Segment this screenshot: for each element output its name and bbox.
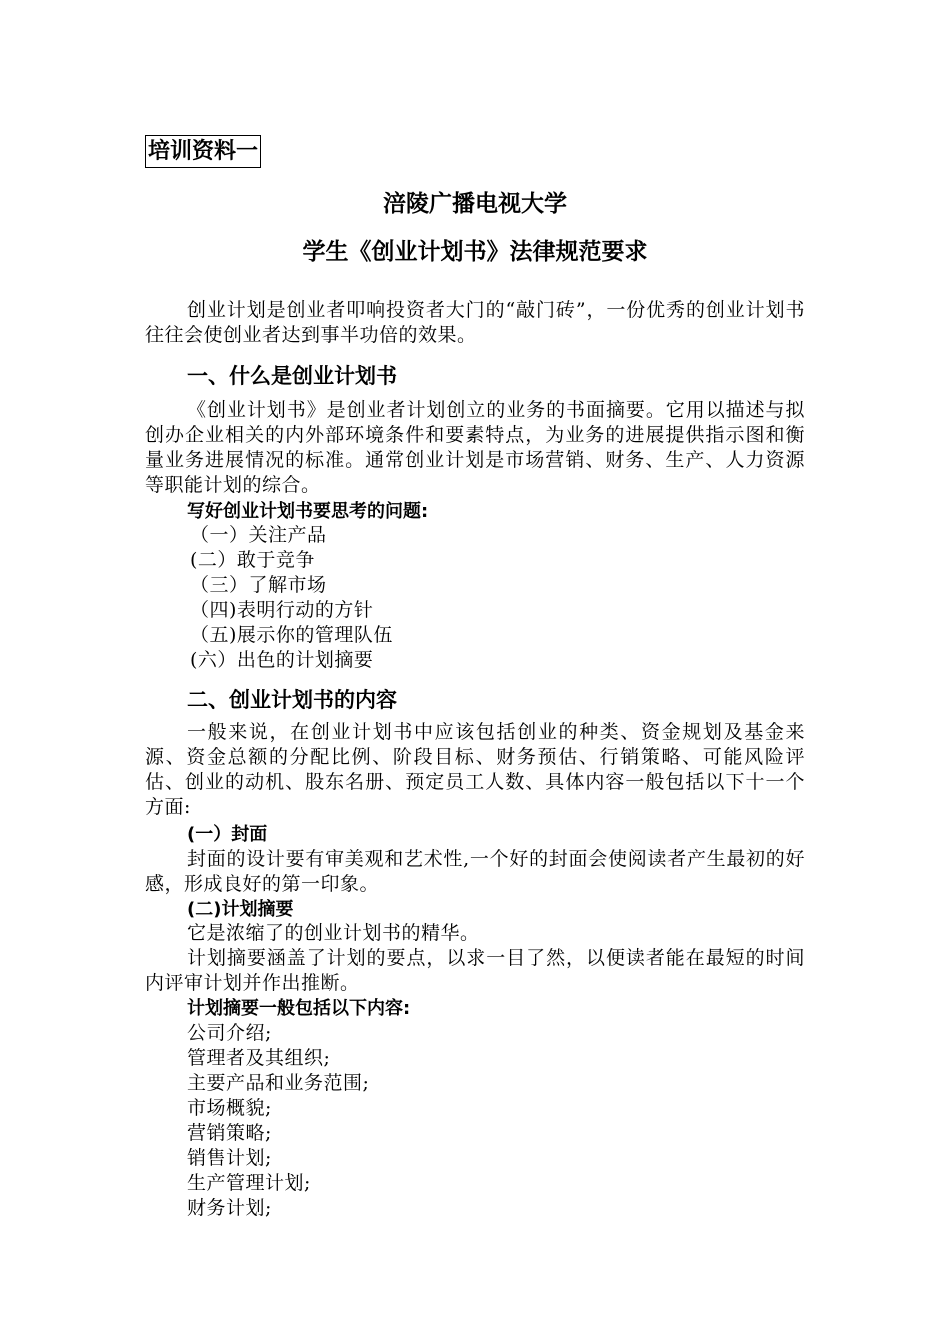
- section1-paragraph-block: [145, 398, 805, 498]
- summary-list-item: 主要产品和业务范围;: [187, 1072, 370, 1094]
- summary-paragraph2-block: [145, 946, 805, 996]
- intro-paragraph: 创业计划是创业者叩响投资者大门的“敲门砖”，一份优秀的创业计划书往往会使创业者达到事半功倍的效果。: [145, 299, 805, 346]
- section1-paragraph: 《创业计划书》是创业者计划创立的业务的书面摘要。它用以描述与拟创办企业相关的内外部环境条件和要素特点，为业务的进展提供指示图和衡量业务进展情况的标准。通常创业计划是市场营销、财务、生产、人力资源等职能计划的综合。: [145, 399, 805, 496]
- summary-list-item: 管理者及其组织;: [187, 1047, 331, 1069]
- section2-paragraph: 一般来说，在创业计划书中应该包括创业的种类、资金规划及基金来源、资金总额的分配比例、阶段目标、财务预估、行销策略、可能风险评估、创业的动机、股东名册、预定员工人数、具体内容一般包括以下十一个方面:: [145, 721, 805, 818]
- document-title-main: 学生《创业计划书》法律规范要求: [302, 239, 648, 265]
- question-item: （一）关注产品: [190, 524, 327, 546]
- training-material-label: 培训资料一: [145, 135, 261, 168]
- cover-paragraph-block: [145, 847, 805, 897]
- question-item: （三）了解市场: [190, 574, 327, 596]
- summary-list-heading: 计划摘要一般包括以下内容:: [187, 998, 411, 1019]
- summary-heading: (二)计划摘要: [187, 899, 294, 920]
- summary-list-item: 市场概貌;: [187, 1097, 272, 1119]
- section1-heading: 一、什么是创业计划书: [187, 364, 397, 388]
- cover-paragraph: 封面的设计要有审美观和艺术性,一个好的封面会使阅读者产生最初的好感，形成良好的第一印象。: [145, 848, 805, 895]
- question-item: (六）出色的计划摘要: [190, 649, 374, 671]
- question-item: (二）敢于竞争: [190, 549, 315, 571]
- cover-heading: (一）封面: [187, 824, 268, 845]
- document-title-institution: 涪陵广播电视大学: [383, 191, 567, 217]
- summary-paragraph-2: 计划摘要涵盖了计划的要点，以求一目了然，以便读者能在最短的时间内评审计划并作出推断。: [145, 947, 805, 994]
- question-item: （四)表明行动的方针: [190, 599, 374, 621]
- question-item: （五)展示你的管理队伍: [190, 624, 393, 646]
- section2-paragraph-block: [145, 720, 805, 820]
- intro-paragraph-block: [145, 298, 805, 348]
- section2-heading: 二、创业计划书的内容: [187, 688, 397, 712]
- summary-list-item: 公司介绍;: [187, 1022, 272, 1044]
- summary-list-item: 财务计划;: [187, 1197, 272, 1219]
- questions-heading: 写好创业计划书要思考的问题:: [187, 501, 429, 522]
- summary-paragraph1-block: [145, 921, 805, 946]
- summary-list-item: 生产管理计划;: [187, 1172, 311, 1194]
- summary-list-item: 销售计划;: [187, 1147, 272, 1169]
- summary-list-item: 营销策略;: [187, 1122, 272, 1144]
- summary-paragraph-1: 它是浓缩了的创业计划书的精华。: [187, 922, 480, 944]
